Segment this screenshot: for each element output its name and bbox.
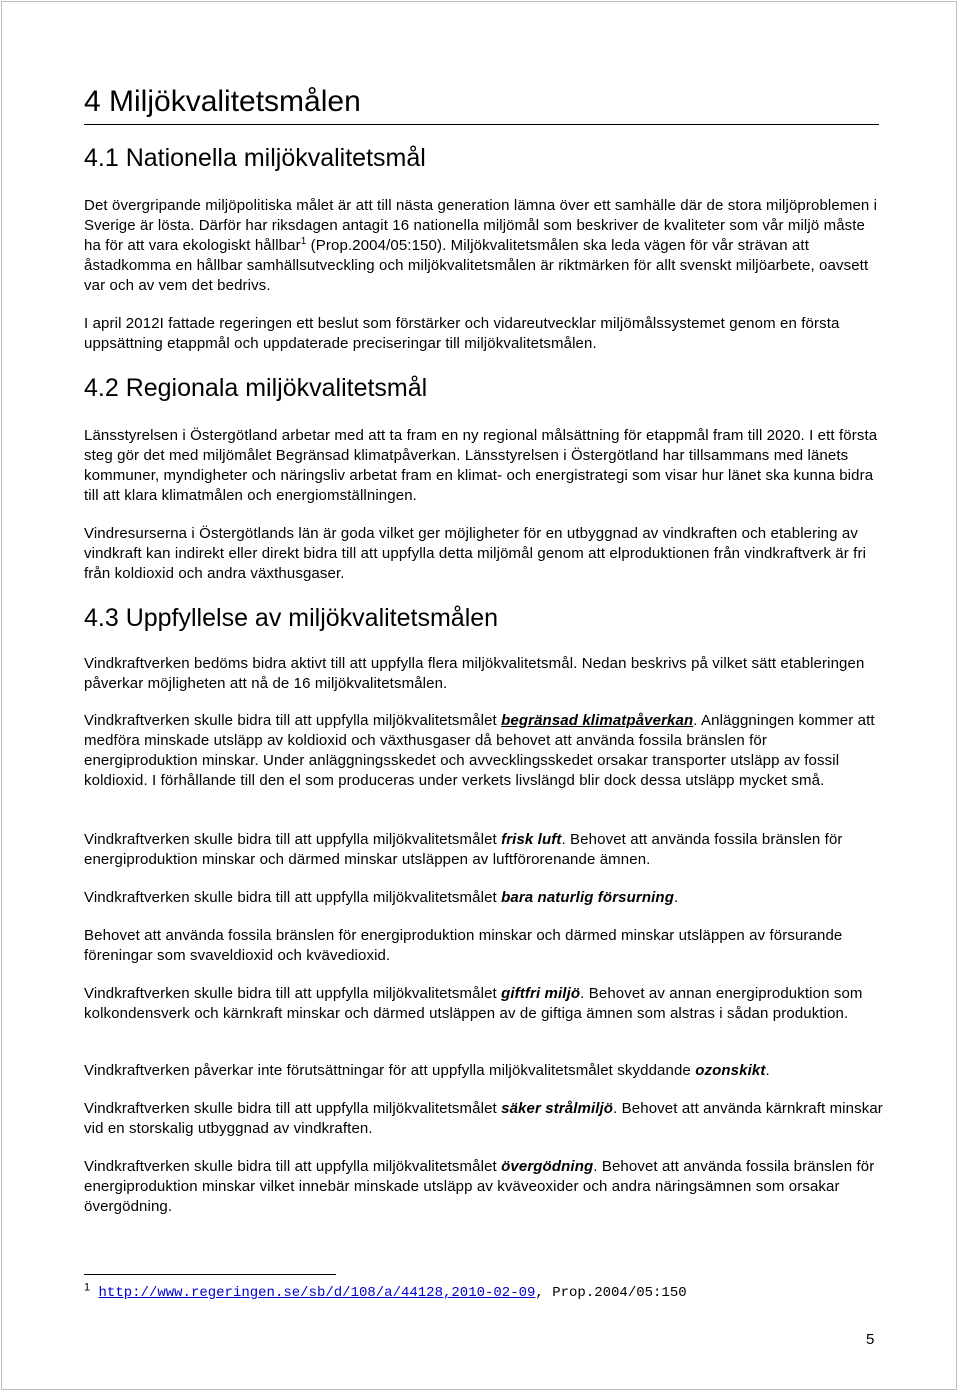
paragraph-clean-air-goal [84, 830, 884, 870]
paragraph-text: Vindkraftverken skulle bidra till att uppfylla miljökvalitetsmålet [84, 889, 502, 906]
paragraph-text: . Behovet av annan energiproduktion som kolkondensverk och kärnkraft minskar och därmed utsläppen av de giftiga ämnen som alstras i sådan produktion. [84, 985, 863, 1022]
footnote-link[interactable]: http://www.regeringen.se/sb/d/108/a/44128,2010-02-09 [98, 1285, 536, 1301]
paragraph-text: . [674, 889, 679, 906]
paragraph-text: Det övergripande miljöpolitiska målet är att till nästa generation lämna över ett samhälle där de stora miljöproblemen i Sverige är lösta. Därför har riksdagen antagit 16 nationella miljömål som beskriver de kvaliteter som vår miljö måste ha för att vara ekologiskt hållbar [84, 197, 878, 254]
goal-name: säker strålmiljö [501, 1100, 614, 1117]
paragraph-text: Vindkraftverken skulle bidra till att uppfylla miljökvalitetsmålet [84, 985, 502, 1002]
paragraph-eutrophication-goal [84, 1157, 884, 1217]
paragraph-text: . Behovet att använda kärnkraft minskar vid en storskalig utbyggnad av vindkraften. [84, 1100, 883, 1137]
paragraph-national-goals [84, 196, 884, 296]
section-heading-4-3: 4.3 Uppfyllelse av miljökvalitetsmålen [84, 604, 499, 632]
goal-name: begränsad klimatpåverkan [501, 712, 694, 729]
paragraph-climate-goal [84, 711, 884, 791]
paragraph-text: Vindkraftverken skulle bidra till att uppfylla miljökvalitetsmålet [84, 712, 502, 729]
paragraph-text: Vindkraftverken påverkar inte förutsättningar för att uppfylla miljökvalitetsmålet skyddande [84, 1062, 696, 1079]
footnote-suffix: , Prop.2004/05:150 [535, 1285, 687, 1301]
paragraph-radiation-goal [84, 1099, 884, 1139]
paragraph-text: Vindkraftverken skulle bidra till att uppfylla miljökvalitetsmålet [84, 831, 502, 848]
footnote-reference[interactable]: 1 [300, 236, 307, 247]
paragraph-text: . Behovet att använda fossila bränslen för energiproduktion minskar och därmed minskar utsläppen av luftförorenande ämnen. [84, 831, 843, 868]
goal-name: giftfri miljö [501, 985, 581, 1002]
paragraph-text: (Prop.2004/05:150). Miljökvalitetsmålen ska leda vägen för vår strävan att åstadkomma en hållbar samhällsutveckling och miljökvalitetsmålen är riktmärken för allt svenskt miljöarbete, oavsett var och av vem det bedrivs. [84, 237, 869, 294]
goal-name: bara naturlig försurning [501, 889, 674, 906]
paragraph-text: . Behovet att använda fossila bränslen för energiproduktion minskar vilket innebär minskade utsläpp av kväveoxider och andra näringsämnen som orsakar övergödning. [84, 1158, 875, 1215]
paragraph-text: . [765, 1062, 770, 1079]
paragraph-text: . Anläggningen kommer att medföra minskade utsläpp av koldioxid och växthusgaser då behovet att använda fossila bränslen för energiproduktion minskar. Under anläggningsskedet och avvecklingsskedet orsakar transporter utsläpp av fossil koldioxid. I förhållande till den el som produceras under verkets livslängd blir dock dessa utsläpp mycket små. [84, 712, 875, 789]
goal-name: ozonskikt [695, 1062, 766, 1079]
footnote [84, 1283, 687, 1303]
paragraph-intro: Vindkraftverken bedöms bidra aktivt till att uppfylla flera miljökvalitetsmål. Nedan beskrivs på vilket sätt etableringen påverkar möjligheten att nå de 16 miljökvalitetsmålen. [84, 655, 865, 692]
paragraph-april-2012: I april 2012I fattade regeringen ett beslut som förstärker och vidareutvecklar miljömålssystemet genom en första uppsättning etappmål och uppdaterade preciseringar till miljökvalitetsmålen. [84, 315, 840, 352]
paragraph-text: Vindkraftverken skulle bidra till att uppfylla miljökvalitetsmålet [84, 1158, 502, 1175]
footnote-separator [84, 1274, 336, 1275]
page-number: 5 [866, 1331, 875, 1348]
chapter-heading: 4 Miljökvalitetsmålen [84, 82, 879, 125]
goal-name: övergödning [501, 1158, 594, 1175]
goal-name: frisk luft [501, 831, 562, 848]
paragraph-text: Vindkraftverken skulle bidra till att uppfylla miljökvalitetsmålet [84, 1100, 502, 1117]
paragraph-wind-resources: Vindresurserna i Östergötlands län är goda vilket ger möjligheter för en utbyggnad av vindkraften och etablering av vindkraft kan indirekt eller direkt bidra till att uppfylla detta miljömål genom att elproduktionen från vindkraftverk är fri från koldioxid och andra växthusgaser. [84, 525, 867, 582]
paragraph-ozone-goal [84, 1061, 884, 1081]
paragraph-acidification-effect: Behovet att använda fossila bränslen för energiproduktion minskar och därmed minskar utsläppen av försurande föreningar som svaveldioxid och kvävedioxid. [84, 927, 843, 964]
paragraph-non-toxic-goal [84, 984, 884, 1024]
section-heading-4-1: 4.1 Nationella miljökvalitetsmål [84, 144, 426, 172]
paragraph-acidification-goal [84, 888, 884, 908]
paragraph-regional-goals: Länsstyrelsen i Östergötland arbetar med att ta fram en ny regional målsättning för etappmål fram till 2020. I ett första steg gör det med miljömålet Begränsad klimatpåverkan. Länsstyrelsen i Östergötland har tillsammans med länets kommuner, myndigheter och näringsliv arbetat fram en klimat- och energistrategi som visar hur länet ska kunna bidra till att klara klimatmålen och energiomställningen. [84, 427, 878, 504]
footnote-marker: 1 [84, 1281, 91, 1294]
section-heading-4-2: 4.2 Regionala miljökvalitetsmål [84, 374, 428, 402]
